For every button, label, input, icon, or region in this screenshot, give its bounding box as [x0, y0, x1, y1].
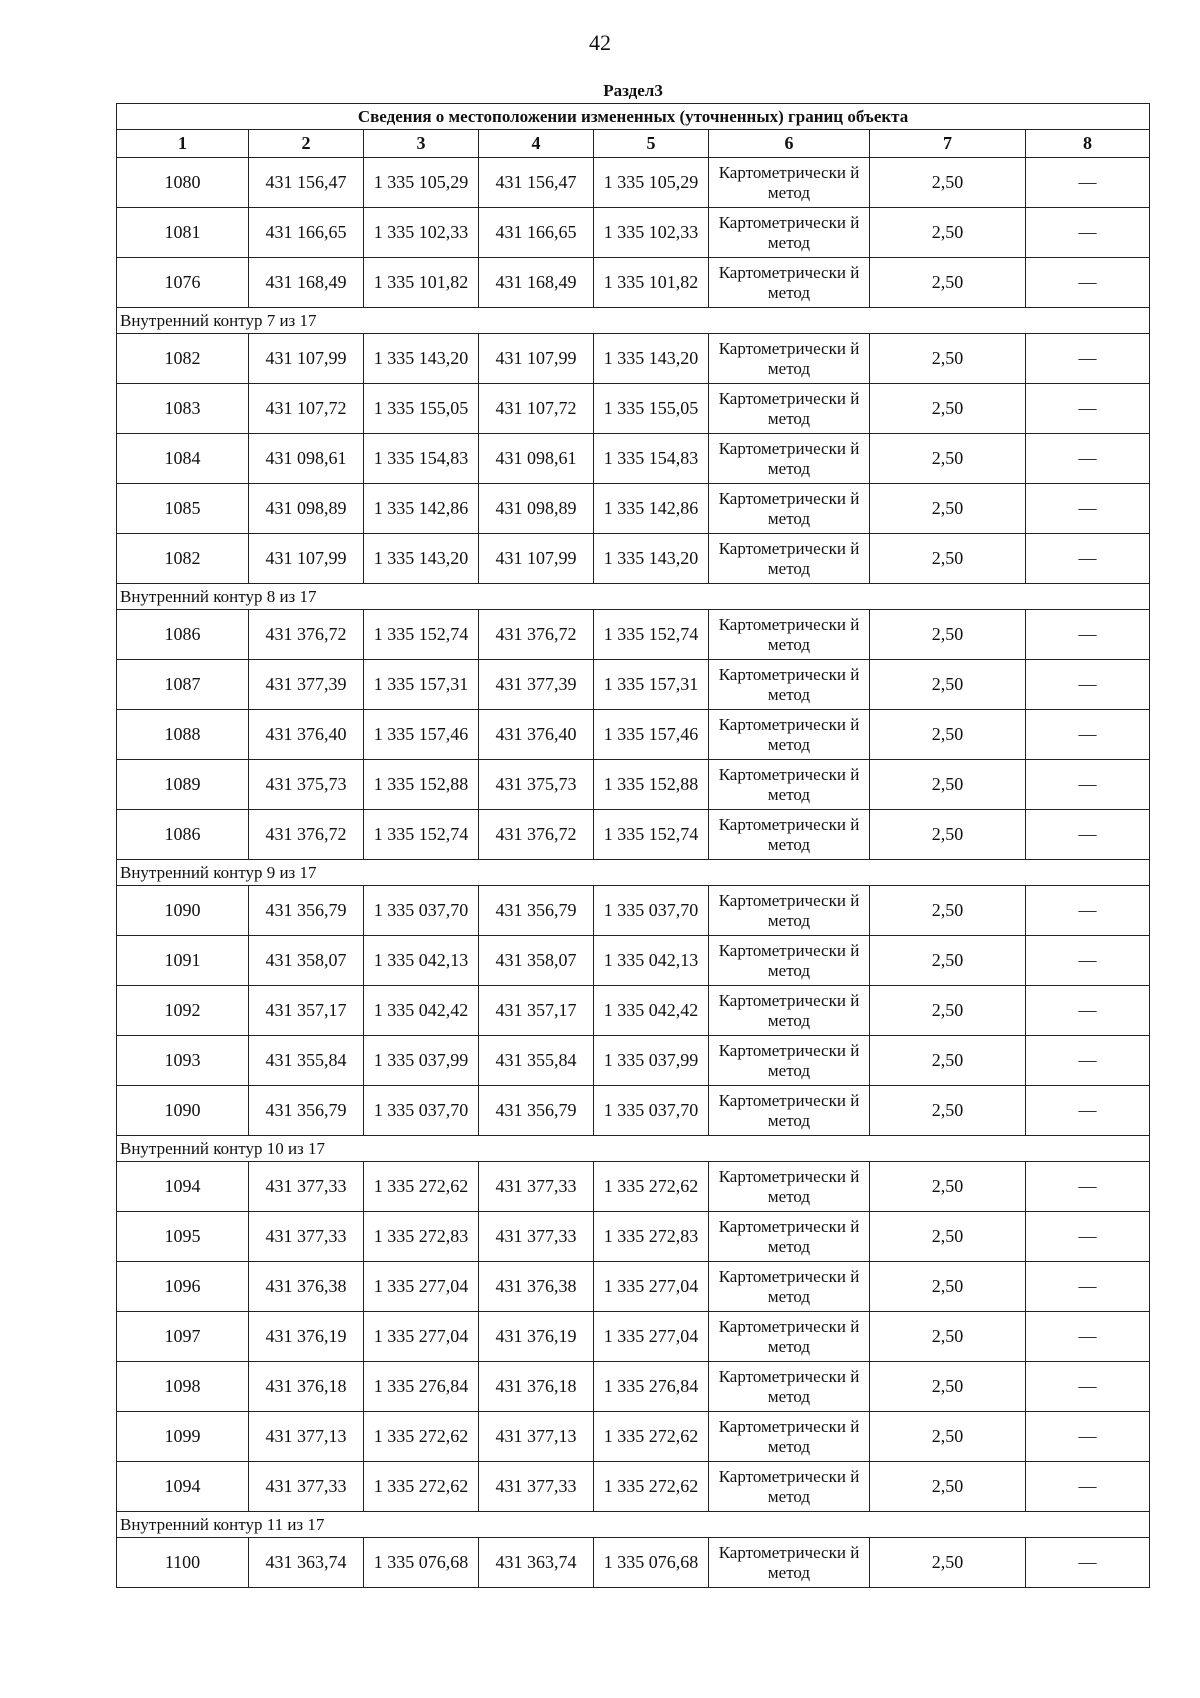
point-number-cell: 1096: [117, 1262, 249, 1312]
method-cell: Картометрически й метод: [709, 534, 870, 584]
table-row: [117, 1036, 1150, 1086]
description-cell: —: [1026, 1462, 1150, 1512]
x-old-cell: 431 355,84: [249, 1036, 364, 1086]
table-row: [117, 1162, 1150, 1212]
contour-heading-row: [117, 584, 1150, 610]
x-new-cell: 431 356,79: [479, 886, 594, 936]
x-new-cell: 431 376,72: [479, 610, 594, 660]
description-cell: —: [1026, 1312, 1150, 1362]
x-new-cell: 431 107,99: [479, 334, 594, 384]
y-new-cell: 1 335 105,29: [594, 158, 709, 208]
precision-cell: 2,50: [870, 986, 1026, 1036]
x-new-cell: 431 376,38: [479, 1262, 594, 1312]
precision-cell: 2,50: [870, 158, 1026, 208]
x-new-cell: 431 377,33: [479, 1162, 594, 1212]
table-row: [117, 1086, 1150, 1136]
point-number-cell: 1082: [117, 334, 249, 384]
x-new-cell: 431 377,33: [479, 1212, 594, 1262]
section-heading: Раздел3: [603, 81, 663, 100]
y-old-cell: 1 335 276,84: [364, 1362, 479, 1412]
x-new-cell: 431 376,18: [479, 1362, 594, 1412]
precision-cell: 2,50: [870, 334, 1026, 384]
x-new-cell: 431 156,47: [479, 158, 594, 208]
section-heading-row: [117, 79, 1150, 104]
method-cell: Картометрически й метод: [709, 1412, 870, 1462]
point-number-cell: 1088: [117, 710, 249, 760]
y-old-cell: 1 335 042,42: [364, 986, 479, 1036]
method-cell: Картометрически й метод: [709, 334, 870, 384]
column-header: 5: [594, 130, 709, 158]
method-cell: Картометрически й метод: [709, 986, 870, 1036]
y-old-cell: 1 335 076,68: [364, 1538, 479, 1588]
table-row: [117, 1462, 1150, 1512]
method-cell: Картометрически й метод: [709, 886, 870, 936]
table-row: [117, 534, 1150, 584]
precision-cell: 2,50: [870, 660, 1026, 710]
point-number-cell: 1087: [117, 660, 249, 710]
x-new-cell: 431 355,84: [479, 1036, 594, 1086]
method-cell: Картометрически й метод: [709, 158, 870, 208]
x-old-cell: 431 377,39: [249, 660, 364, 710]
method-cell: Картометрически й метод: [709, 1312, 870, 1362]
point-number-cell: 1086: [117, 610, 249, 660]
y-new-cell: 1 335 042,13: [594, 936, 709, 986]
point-number-cell: 1082: [117, 534, 249, 584]
y-new-cell: 1 335 101,82: [594, 258, 709, 308]
point-number-cell: 1093: [117, 1036, 249, 1086]
precision-cell: 2,50: [870, 936, 1026, 986]
x-old-cell: 431 107,99: [249, 334, 364, 384]
point-number-cell: 1092: [117, 986, 249, 1036]
x-old-cell: 431 356,79: [249, 1086, 364, 1136]
y-old-cell: 1 335 155,05: [364, 384, 479, 434]
y-old-cell: 1 335 272,83: [364, 1212, 479, 1262]
y-new-cell: 1 335 152,74: [594, 610, 709, 660]
description-cell: —: [1026, 1086, 1150, 1136]
y-old-cell: 1 335 101,82: [364, 258, 479, 308]
method-cell: Картометрически й метод: [709, 1462, 870, 1512]
x-new-cell: 431 375,73: [479, 760, 594, 810]
y-old-cell: 1 335 152,74: [364, 810, 479, 860]
y-old-cell: 1 335 037,99: [364, 1036, 479, 1086]
method-cell: Картометрически й метод: [709, 384, 870, 434]
y-new-cell: 1 335 152,88: [594, 760, 709, 810]
column-header: 2: [249, 130, 364, 158]
y-new-cell: 1 335 142,86: [594, 484, 709, 534]
description-cell: —: [1026, 610, 1150, 660]
point-number-cell: 1084: [117, 434, 249, 484]
column-header: 3: [364, 130, 479, 158]
column-header: 7: [870, 130, 1026, 158]
x-new-cell: 431 358,07: [479, 936, 594, 986]
table-title: Сведения о местоположении измененных (уточненных) границ объекта: [117, 104, 1150, 130]
table-row: [117, 208, 1150, 258]
contour-heading-row: [117, 1136, 1150, 1162]
x-old-cell: 431 377,33: [249, 1462, 364, 1512]
y-new-cell: 1 335 277,04: [594, 1312, 709, 1362]
method-cell: Картометрически й метод: [709, 208, 870, 258]
method-cell: Картометрически й метод: [709, 936, 870, 986]
x-new-cell: 431 357,17: [479, 986, 594, 1036]
table-title-row: [117, 104, 1150, 130]
description-cell: —: [1026, 1036, 1150, 1086]
table-row: [117, 258, 1150, 308]
x-old-cell: 431 376,72: [249, 810, 364, 860]
description-cell: —: [1026, 1262, 1150, 1312]
table-row: [117, 1412, 1150, 1462]
y-new-cell: 1 335 143,20: [594, 534, 709, 584]
description-cell: —: [1026, 1162, 1150, 1212]
point-number-cell: 1076: [117, 258, 249, 308]
y-new-cell: 1 335 272,62: [594, 1462, 709, 1512]
y-old-cell: 1 335 154,83: [364, 434, 479, 484]
y-new-cell: 1 335 102,33: [594, 208, 709, 258]
x-new-cell: 431 377,13: [479, 1412, 594, 1462]
boundary-table: [116, 79, 1150, 1588]
x-new-cell: 431 377,33: [479, 1462, 594, 1512]
description-cell: —: [1026, 1538, 1150, 1588]
y-old-cell: 1 335 142,86: [364, 484, 479, 534]
method-cell: Картометрически й метод: [709, 1036, 870, 1086]
y-old-cell: 1 335 277,04: [364, 1312, 479, 1362]
method-cell: Картометрически й метод: [709, 810, 870, 860]
x-new-cell: 431 376,40: [479, 710, 594, 760]
y-new-cell: 1 335 276,84: [594, 1362, 709, 1412]
y-new-cell: 1 335 037,99: [594, 1036, 709, 1086]
page-number: 42: [589, 30, 611, 55]
method-cell: Картометрически й метод: [709, 610, 870, 660]
description-cell: —: [1026, 810, 1150, 860]
x-new-cell: 431 107,72: [479, 384, 594, 434]
y-new-cell: 1 335 272,62: [594, 1412, 709, 1462]
contour-label: Внутренний контур 9 из 17: [117, 860, 1150, 886]
precision-cell: 2,50: [870, 1262, 1026, 1312]
x-old-cell: 431 107,99: [249, 534, 364, 584]
y-old-cell: 1 335 277,04: [364, 1262, 479, 1312]
table-row: [117, 1312, 1150, 1362]
table-row: [117, 334, 1150, 384]
point-number-cell: 1099: [117, 1412, 249, 1462]
y-old-cell: 1 335 143,20: [364, 534, 479, 584]
x-new-cell: 431 376,19: [479, 1312, 594, 1362]
y-new-cell: 1 335 037,70: [594, 1086, 709, 1136]
x-new-cell: 431 356,79: [479, 1086, 594, 1136]
precision-cell: 2,50: [870, 534, 1026, 584]
x-old-cell: 431 377,33: [249, 1162, 364, 1212]
precision-cell: 2,50: [870, 208, 1026, 258]
y-old-cell: 1 335 105,29: [364, 158, 479, 208]
table-row: [117, 610, 1150, 660]
precision-cell: 2,50: [870, 1312, 1026, 1362]
x-new-cell: 431 377,39: [479, 660, 594, 710]
y-new-cell: 1 335 155,05: [594, 384, 709, 434]
x-new-cell: 431 107,99: [479, 534, 594, 584]
description-cell: —: [1026, 208, 1150, 258]
x-new-cell: 431 168,49: [479, 258, 594, 308]
y-new-cell: 1 335 157,31: [594, 660, 709, 710]
precision-cell: 2,50: [870, 258, 1026, 308]
contour-heading-row: [117, 860, 1150, 886]
x-old-cell: 431 098,89: [249, 484, 364, 534]
description-cell: —: [1026, 660, 1150, 710]
y-old-cell: 1 335 152,88: [364, 760, 479, 810]
contour-label: Внутренний контур 11 из 17: [117, 1512, 1150, 1538]
x-old-cell: 431 358,07: [249, 936, 364, 986]
description-cell: —: [1026, 1412, 1150, 1462]
point-number-cell: 1090: [117, 886, 249, 936]
contour-label: Внутренний контур 8 из 17: [117, 584, 1150, 610]
precision-cell: 2,50: [870, 1086, 1026, 1136]
method-cell: Картометрически й метод: [709, 760, 870, 810]
precision-cell: 2,50: [870, 484, 1026, 534]
contour-heading-row: [117, 308, 1150, 334]
point-number-cell: 1100: [117, 1538, 249, 1588]
y-old-cell: 1 335 152,74: [364, 610, 479, 660]
y-old-cell: 1 335 157,31: [364, 660, 479, 710]
y-new-cell: 1 335 157,46: [594, 710, 709, 760]
table-row: [117, 434, 1150, 484]
point-number-cell: 1095: [117, 1212, 249, 1262]
x-old-cell: 431 377,13: [249, 1412, 364, 1462]
precision-cell: 2,50: [870, 610, 1026, 660]
table-row: [117, 484, 1150, 534]
description-cell: —: [1026, 936, 1150, 986]
y-new-cell: 1 335 154,83: [594, 434, 709, 484]
x-old-cell: 431 376,40: [249, 710, 364, 760]
point-number-cell: 1090: [117, 1086, 249, 1136]
point-number-cell: 1086: [117, 810, 249, 860]
y-new-cell: 1 335 042,42: [594, 986, 709, 1036]
y-old-cell: 1 335 272,62: [364, 1412, 479, 1462]
x-old-cell: 431 377,33: [249, 1212, 364, 1262]
column-header: 1: [117, 130, 249, 158]
description-cell: —: [1026, 334, 1150, 384]
table-row: [117, 1362, 1150, 1412]
description-cell: —: [1026, 258, 1150, 308]
contour-heading-row: [117, 1512, 1150, 1538]
description-cell: —: [1026, 1212, 1150, 1262]
y-new-cell: 1 335 037,70: [594, 886, 709, 936]
point-number-cell: 1097: [117, 1312, 249, 1362]
precision-cell: 2,50: [870, 1036, 1026, 1086]
table-row: [117, 1262, 1150, 1312]
y-new-cell: 1 335 143,20: [594, 334, 709, 384]
precision-cell: 2,50: [870, 810, 1026, 860]
table-row: [117, 660, 1150, 710]
precision-cell: 2,50: [870, 434, 1026, 484]
point-number-cell: 1080: [117, 158, 249, 208]
table-row: [117, 986, 1150, 1036]
precision-cell: 2,50: [870, 886, 1026, 936]
precision-cell: 2,50: [870, 1538, 1026, 1588]
description-cell: —: [1026, 886, 1150, 936]
method-cell: Картометрически й метод: [709, 1538, 870, 1588]
y-old-cell: 1 335 157,46: [364, 710, 479, 760]
precision-cell: 2,50: [870, 1462, 1026, 1512]
point-number-cell: 1089: [117, 760, 249, 810]
method-cell: Картометрически й метод: [709, 434, 870, 484]
description-cell: —: [1026, 760, 1150, 810]
table-row: [117, 1538, 1150, 1588]
table-row: [117, 810, 1150, 860]
contour-label: Внутренний контур 7 из 17: [117, 308, 1150, 334]
column-header: 8: [1026, 130, 1150, 158]
x-old-cell: 431 375,73: [249, 760, 364, 810]
table-row: [117, 158, 1150, 208]
y-new-cell: 1 335 272,62: [594, 1162, 709, 1212]
description-cell: —: [1026, 534, 1150, 584]
column-header-row: [117, 130, 1150, 158]
table-row: [117, 936, 1150, 986]
x-new-cell: 431 098,89: [479, 484, 594, 534]
table-row: [117, 710, 1150, 760]
y-new-cell: 1 335 076,68: [594, 1538, 709, 1588]
method-cell: Картометрически й метод: [709, 1262, 870, 1312]
method-cell: Картометрически й метод: [709, 660, 870, 710]
x-old-cell: 431 356,79: [249, 886, 364, 936]
x-old-cell: 431 156,47: [249, 158, 364, 208]
method-cell: Картометрически й метод: [709, 258, 870, 308]
description-cell: —: [1026, 384, 1150, 434]
y-old-cell: 1 335 037,70: [364, 1086, 479, 1136]
table-row: [117, 760, 1150, 810]
y-old-cell: 1 335 102,33: [364, 208, 479, 258]
method-cell: Картометрически й метод: [709, 1212, 870, 1262]
y-old-cell: 1 335 272,62: [364, 1162, 479, 1212]
precision-cell: 2,50: [870, 384, 1026, 434]
x-old-cell: 431 168,49: [249, 258, 364, 308]
point-number-cell: 1085: [117, 484, 249, 534]
column-header: 4: [479, 130, 594, 158]
x-old-cell: 431 376,18: [249, 1362, 364, 1412]
y-new-cell: 1 335 152,74: [594, 810, 709, 860]
point-number-cell: 1091: [117, 936, 249, 986]
precision-cell: 2,50: [870, 1162, 1026, 1212]
point-number-cell: 1098: [117, 1362, 249, 1412]
description-cell: —: [1026, 986, 1150, 1036]
description-cell: —: [1026, 434, 1150, 484]
description-cell: —: [1026, 1362, 1150, 1412]
x-old-cell: 431 098,61: [249, 434, 364, 484]
description-cell: —: [1026, 484, 1150, 534]
precision-cell: 2,50: [870, 1412, 1026, 1462]
column-header: 6: [709, 130, 870, 158]
precision-cell: 2,50: [870, 710, 1026, 760]
point-number-cell: 1081: [117, 208, 249, 258]
x-new-cell: 431 363,74: [479, 1538, 594, 1588]
y-old-cell: 1 335 037,70: [364, 886, 479, 936]
x-old-cell: 431 166,65: [249, 208, 364, 258]
description-cell: —: [1026, 710, 1150, 760]
method-cell: Картометрически й метод: [709, 484, 870, 534]
precision-cell: 2,50: [870, 760, 1026, 810]
y-old-cell: 1 335 042,13: [364, 936, 479, 986]
method-cell: Картометрически й метод: [709, 1086, 870, 1136]
y-new-cell: 1 335 277,04: [594, 1262, 709, 1312]
x-new-cell: 431 166,65: [479, 208, 594, 258]
point-number-cell: 1083: [117, 384, 249, 434]
point-number-cell: 1094: [117, 1162, 249, 1212]
table-row: [117, 384, 1150, 434]
x-old-cell: 431 357,17: [249, 986, 364, 1036]
contour-label: Внутренний контур 10 из 17: [117, 1136, 1150, 1162]
x-old-cell: 431 363,74: [249, 1538, 364, 1588]
precision-cell: 2,50: [870, 1362, 1026, 1412]
y-old-cell: 1 335 143,20: [364, 334, 479, 384]
method-cell: Картометрически й метод: [709, 1162, 870, 1212]
method-cell: Картометрически й метод: [709, 1362, 870, 1412]
x-old-cell: 431 376,72: [249, 610, 364, 660]
y-old-cell: 1 335 272,62: [364, 1462, 479, 1512]
x-old-cell: 431 376,38: [249, 1262, 364, 1312]
description-cell: —: [1026, 158, 1150, 208]
x-old-cell: 431 376,19: [249, 1312, 364, 1362]
method-cell: Картометрически й метод: [709, 710, 870, 760]
y-new-cell: 1 335 272,83: [594, 1212, 709, 1262]
x-new-cell: 431 376,72: [479, 810, 594, 860]
x-new-cell: 431 098,61: [479, 434, 594, 484]
point-number-cell: 1094: [117, 1462, 249, 1512]
table-row: [117, 1212, 1150, 1262]
table-row: [117, 886, 1150, 936]
x-old-cell: 431 107,72: [249, 384, 364, 434]
precision-cell: 2,50: [870, 1212, 1026, 1262]
